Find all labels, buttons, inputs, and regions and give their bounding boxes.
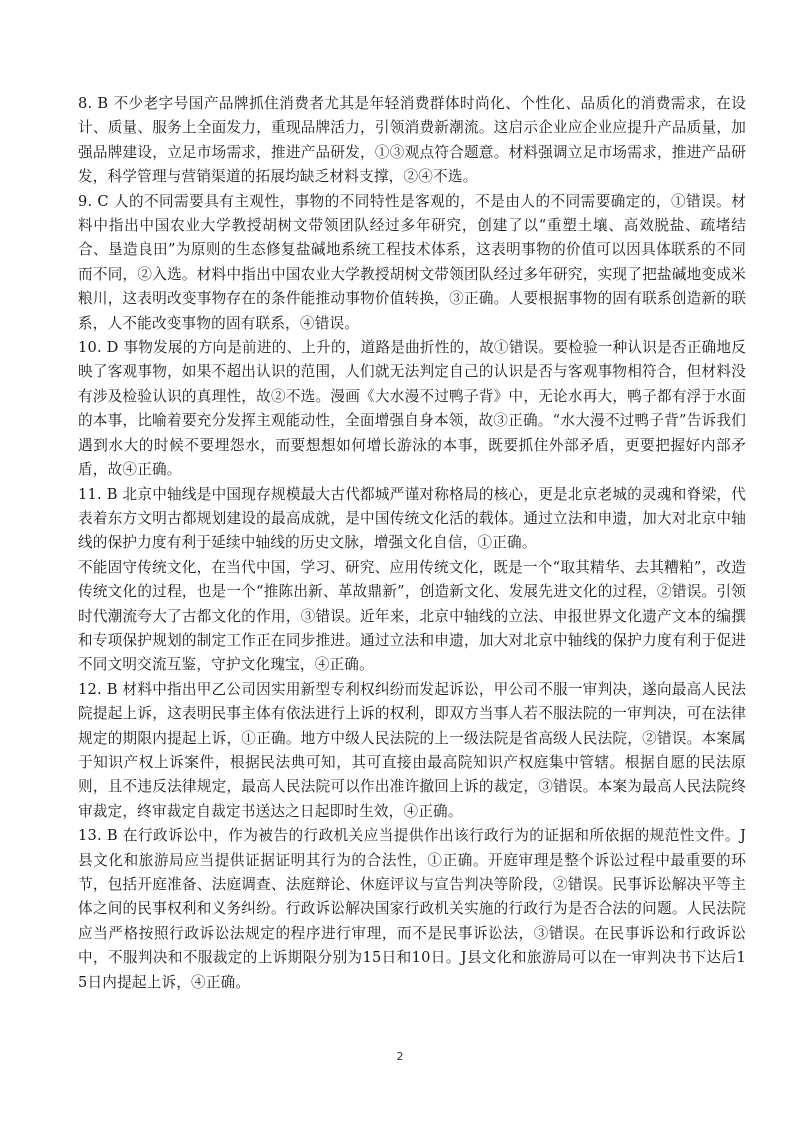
answer-11-explanation-continued: 不能固守传统文化，在当代中国，学习、研究、应用传统文化，既是一个“取其精华、去其糟粕”，改造传统文化的过程，也是一个“推陈出新、革故鼎新”，创造新文化、发展先进文化的过程，②错误。引领时代潮流夸大了古都文化的作用，③错误。近年来，北京中轴线的立法、申报世界文化遗产文本的编撰和专项保护规划的制定工作正在同步推进。通过立法和申遗，加大对北京中轴线的保护力度有利于促进不同文明交流互鉴，守护文化瑰宝，④正确。: [78, 558, 746, 674]
answer-9-explanation: 9. C 人的不同需要具有主观性，事物的不同特性是客观的，不是由人的不同需要确定的，①错误。材料中指出中国农业大学教授胡树文带领团队经过多年研究，创建了以“重塑土壤、高效脱盐、疏堵结合、垦造良田”为原则的生态修复盐碱地系统工程技术体系，这表明事物的价值可以因具体联系的不同而不同，②入选。材料中指出中国农业大学教授胡树文带领团队经过多年研究，实现了把盐碱地变成米粮川，这表明改变事物存在的条件能推动事物价值转换，③正确。人要根据事物的固有联系创造新的联系，人不能改变事物的固有联系，④错误。: [78, 192, 746, 332]
answer-10-explanation: 10. D 事物发展的方向是前进的、上升的，道路是曲折性的，故①错误。要检验一种认识是否正确地反映了客观事物，如果不超出认识的范围，人们就无法判定自己的认识是否与客观事物相符合，但材料没有涉及检验认识的真理性，故②不选。漫画《大水漫不过鸭子背》中，无论水再大，鸭子都有浮于水面的本事，比喻着要充分发挥主观能动性，全面增强自身本领，故③正确。“水大漫不过鸭子背”告诉我们遇到水大的时候不要埋怨水，而要想想如何增长游泳的本事，既要抓住外部矛盾，更要把握好内部矛盾，故④正确。: [78, 339, 746, 479]
answer-8-explanation: 8. B 不少老字号国产品牌抓住消费者尤其是年轻消费群体时尚化、个性化、品质化的消费需求，在设计、质量、服务上全面发力，重现品牌活力，引领消费新潮流。这启示企业应企业应提升产品质量，加强品牌建设，立足市场需求，推进产品研发，①③观点符合题意。材料强调立足市场需求，推进产品研发，科学管理与营销渠道的拓展均缺乏材料支撑，②④不选。: [78, 95, 746, 186]
answer-12-explanation: 12. B 材料中指出甲乙公司因实用新型专利权纠纷而发起诉讼，甲公司不服一审判决，遂向最高人民法院提起上诉，这表明民事主体有依法进行上诉的权利，即双方当事人若不服法院的一审判决，可在法律规定的期限内提起上诉，①正确。地方中级人民法院的上一级法院是省高级人民法院，②错误。本案属于知识产权上诉案件，根据民法典可知，其可直接由最高院知识产权庭集中管辖。根据自愿的民法原则，且不违反法律规定，最高人民法院可以作出准许撤回上诉的裁定，③错误。本案为最高人民法院终审裁定，终审裁定自裁定书送达之日起即时生效，④正确。: [78, 680, 746, 820]
answer-13-explanation: 13. B 在行政诉讼中，作为被告的行政机关应当提供作出该行政行为的证据和所依据的规范性文件。J县文化和旅游局应当提供证据证明其行为的合法性，①正确。开庭审理是整个诉讼过程中最重要的环节，包括开庭准备、法庭调查、法庭辩论、休庭评议与宣告判决等阶段，②错误。民事诉讼解决平等主体之间的民事权利和义务纠纷。行政诉讼解决国家行政机关实施的行政行为是否合法的问题。人民法院应当严格按照行政诉讼法规定的程序进行审理，而不是民事诉讼法，③错误。在民事诉讼和行政诉讼中，不服判决和不服裁定的上诉期限分别为15日和10日。J县文化和旅游局可以在一审判决书下达后15日内提起上诉，④正确。: [78, 827, 746, 991]
page-number: 2: [396, 1050, 404, 1063]
answer-11-explanation: 11. B 北京中轴线是中国现存规模最大古代都城严谨对称格局的核心，更是北京老城的灵魂和脊梁，代表着东方文明古都规划建设的最高成就，是中国传统文化活的载体。通过立法和申遗，加大对北京中轴线的保护力度有利于延续中轴线的历史文脉，增强文化自信，①正确。: [78, 485, 746, 552]
answer-explanations: [78, 92, 746, 995]
